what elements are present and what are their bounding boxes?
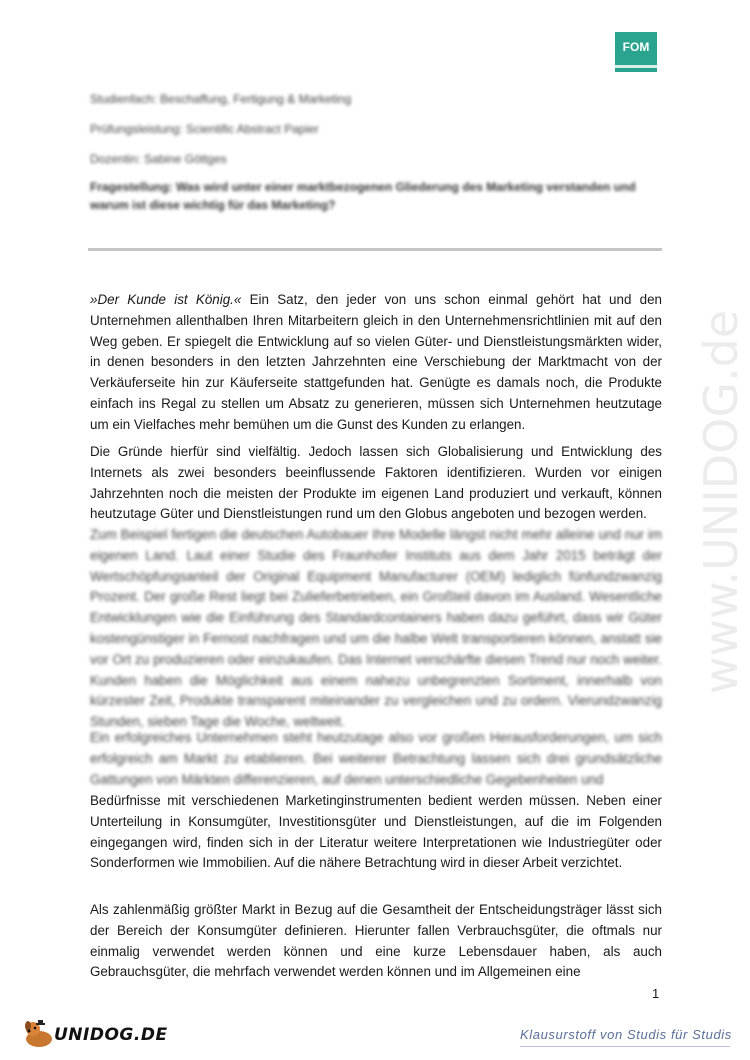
- paragraph-3-blurred: Ein erfolgreiches Unternehmen steht heutzutage also vor großen Herausforderungen, um sich erfolgreich am Markt zu etablieren. Bei weiterer Betrachtung lassen sich drei grundsätzliche Gattungen von Märkten differenzieren, auf denen unterschiedliche Gegebenheiten und: [90, 730, 662, 787]
- site-watermark: www.UNIDOG.de: [694, 309, 748, 695]
- research-question: Fragestellung: Was wird unter einer marktbezogenen Gliederung des Marketing verstanden und warum ist diese wichtig für das Marketing?: [90, 180, 636, 212]
- header-divider: [88, 248, 662, 251]
- paragraph-3-visible: Bedürfnisse mit verschiedenen Marketinginstrumenten bedient werden müssen. Neben einer Unterteilung in Konsumgüter, Investitionsgüter und Dienstleistungen, auf die im Folgenden eingegangen wird, finden sich in der Literatur weitere Interpretationen wie Industriegüter oder Sonderformen wie Immobilien. Auf die nähere Betrachtung wird in dieser Arbeit verzichtet.: [90, 793, 662, 871]
- page-number: 1: [652, 986, 660, 1001]
- opening-quote: »Der Kunde ist König.«: [90, 292, 242, 307]
- unidog-logo-text: UNIDOG.DE: [54, 1025, 168, 1045]
- fom-logo-text: FOM: [622, 40, 650, 54]
- paragraph-2-blurred-region: [90, 525, 662, 730]
- paragraph-1-text: Ein Satz, den jeder von uns schon einmal gehört hat und den Unternehmen allenthalben Ihren Mitarbeitern gleich in den Unternehmensrichtlinien mit auf den Weg geben. Er spiegelt die Entwicklung auf so vielen Güter- und Dienstleistungsmärkten wider, in denen besonders in den letzten Jahrzehnten eine Verschiebung der Marktmacht von der Verkäuferseite hin zur Käuferseite stattgefunden hat. Genügte es damals noch, die Produkte einfach ins Regal zu stellen um Absatz zu generieren, müssen sich Unternehmen heutzutage um ein Vielfaches mehr bemühen um die Gunst des Kunden zu erlangen.: [90, 292, 662, 432]
- paragraph-4: Als zahlenmäßig größter Markt in Bezug auf die Gesamtheit der Entscheidungsträger lässt sich der Bereich der Konsumgüter definieren. Hierunter fallen Verbrauchsgüter, die oftmals nur einmalig verwendet werden können und eine kurze Lebensdauer haben, als auch Gebrauchsgüter, die mehrfach verwendet werden können und im Allgemeinen eine: [90, 902, 662, 980]
- paragraph-3-blurred-region: [90, 728, 662, 792]
- paragraph-1: [90, 290, 662, 436]
- course-subject: Studienfach: Beschaffung, Fertigung & Marketing: [90, 92, 352, 106]
- footer-tagline: Klausurstoff von Studis für Studis: [520, 1027, 732, 1042]
- paragraph-2-visible: Die Gründe hierfür sind vielfältig. Jedoch lassen sich Globalisierung und Entwicklung des Internets als zwei besonders beeinflussende Faktoren identifizieren. Wurden vor einigen Jahrzehnten noch die meisten der Produkte im eigenen Land produziert und verkauft, können heutzutage Güter und Dienstleistungen rund um den Globus angeboten und bezogen werden.: [90, 444, 662, 522]
- paragraph-2-blurred: Zum Beispiel fertigen die deutschen Autobauer Ihre Modelle längst nicht mehr alleine und nur im eigenen Land. Laut einer Studie des Fraunhofer Instituts aus dem Jahr 2015 beträgt der Wertschöpfungsanteil der Original Equipment Manufacturer (OEM) lediglich fünfundzwanzig Prozent. Der große Rest liegt bei Zulieferbetrieben, ein Großteil davon im Ausland. Wesentliche Entwicklungen wie die Einführung des Standardcontainers haben dazu geführt, dass wir Güter kostengünstiger in Fernost nachfragen und um die halbe Welt transportieren können, anstatt sie vor Ort zu produzieren oder einzukaufen. Das Internet verschärfte diesen Trend nur noch weiter. Kunden haben die Möglichkeit aus einem nahezu unbegrenzten Sortiment, innerhalb von kürzester Zeit, Produkte transparent miteinander zu vergleichen und zu ordern. Vierundzwanzig Stunden, sieben Tage die Woche, weltweit.: [90, 527, 662, 730]
- lecturer: Dozentin: Sabine Göttges: [90, 152, 227, 166]
- dog-mascot-icon: [22, 1017, 58, 1049]
- unidog-logo: [22, 1015, 168, 1049]
- exam-type: Prüfungsleistung: Scientific Abstract Papier: [90, 122, 319, 136]
- fom-logo: [615, 32, 657, 72]
- footer-rule: [520, 1046, 730, 1047]
